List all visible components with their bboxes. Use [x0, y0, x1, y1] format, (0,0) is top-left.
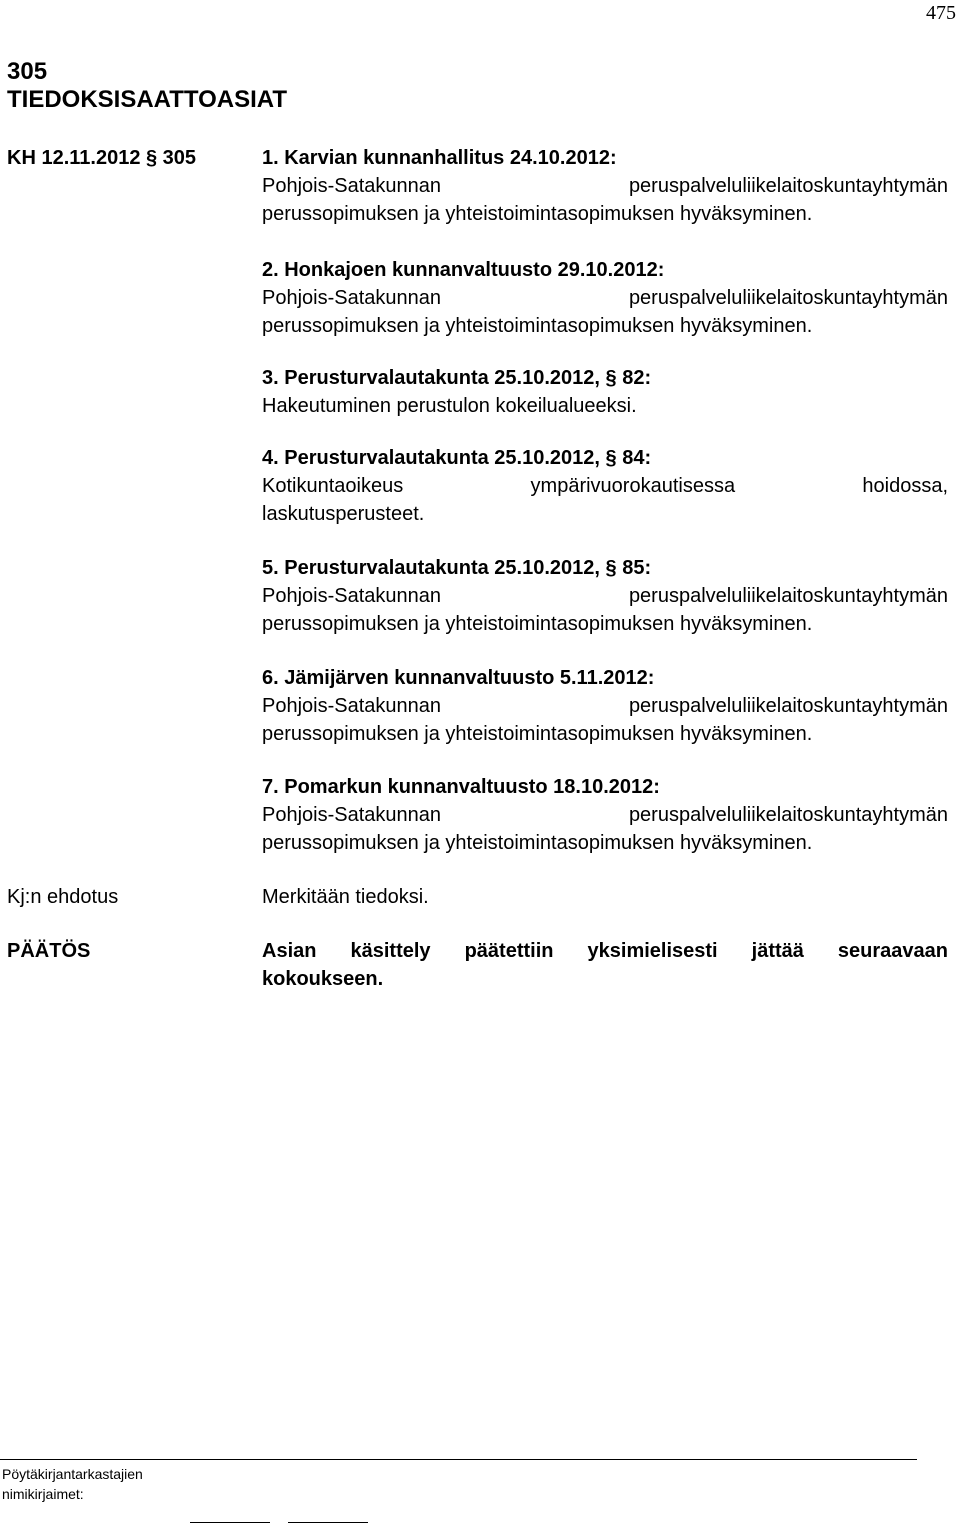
item-heading: 7. Pomarkun kunnanvaltuusto 18.10.2012:	[262, 776, 660, 798]
proposal-text: Merkitään tiedoksi.	[262, 886, 429, 908]
item-line: perussopimuksen ja yhteistoimintasopimuksen hyväksyminen.	[262, 613, 813, 635]
decision-text	[262, 937, 948, 993]
item-text: Kotikuntaoikeus	[262, 475, 404, 497]
list-item	[262, 144, 948, 228]
list-item	[262, 773, 948, 857]
item-line	[262, 582, 948, 610]
item-line: perussopimuksen ja yhteistoimintasopimuksen hyväksyminen.	[262, 723, 813, 745]
proposal-label: Kj:n ehdotus	[7, 886, 119, 908]
item-line	[262, 172, 948, 200]
item-text: peruspalveluliikelaitoskuntayhtymän	[628, 175, 948, 197]
item-line: laskutusperusteet.	[262, 503, 425, 525]
item-line: Hakeutuminen perustulon kokeilualueeksi.	[262, 395, 637, 417]
item-line: perussopimuksen ja yhteistoimintasopimuksen hyväksyminen.	[262, 832, 813, 854]
footer-label-line: nimikirjaimet:	[2, 1486, 84, 1502]
footer-divider	[0, 1459, 917, 1460]
item-heading: 5. Perusturvalautakunta 25.10.2012, § 85:	[262, 557, 652, 579]
item-text: peruspalveluliikelaitoskuntayhtymän	[628, 585, 948, 607]
item-text: Pohjois-Satakunnan	[262, 695, 442, 717]
meeting-reference: KH 12.11.2012 § 305	[7, 147, 197, 169]
item-heading: 4. Perusturvalautakunta 25.10.2012, § 84:	[262, 447, 652, 469]
item-line	[262, 472, 948, 500]
item-line	[262, 801, 948, 829]
section-heading	[7, 58, 287, 114]
item-heading: 2. Honkajoen kunnanvaltuusto 29.10.2012:	[262, 259, 665, 281]
item-text: ympärivuorokautisessa	[530, 475, 736, 497]
footer-label-line: Pöytäkirjantarkastajien	[2, 1466, 143, 1482]
list-item	[262, 664, 948, 748]
item-text: Pohjois-Satakunnan	[262, 287, 442, 309]
section-number: 305	[7, 58, 48, 85]
item-text: Pohjois-Satakunnan	[262, 585, 442, 607]
list-item	[262, 554, 948, 638]
section-title: TIEDOKSISAATTOASIAT	[7, 86, 288, 113]
item-text: Pohjois-Satakunnan	[262, 175, 442, 197]
item-text: hoidossa,	[862, 475, 949, 497]
signature-line	[288, 1522, 368, 1523]
item-text: Pohjois-Satakunnan	[262, 804, 442, 826]
item-line: perussopimuksen ja yhteistoimintasopimuksen hyväksyminen.	[262, 315, 813, 337]
item-heading: 3. Perusturvalautakunta 25.10.2012, § 82:	[262, 367, 652, 389]
list-item	[262, 444, 948, 528]
item-text: peruspalveluliikelaitoskuntayhtymän	[628, 287, 948, 309]
page-number: 475	[926, 2, 956, 24]
decision-line: Asian käsittely päätettiin yksimielisesti jättää seuraavaan	[262, 940, 948, 962]
item-heading: 1. Karvian kunnanhallitus 24.10.2012:	[262, 147, 617, 169]
item-line: perussopimuksen ja yhteistoimintasopimuksen hyväksyminen.	[262, 203, 813, 225]
list-item	[262, 364, 948, 420]
item-line	[262, 692, 948, 720]
footer-label	[2, 1464, 182, 1504]
item-text: peruspalveluliikelaitoskuntayhtymän	[628, 804, 948, 826]
item-text: peruspalveluliikelaitoskuntayhtymän	[628, 695, 948, 717]
item-line	[262, 284, 948, 312]
decision-line: kokoukseen.	[262, 968, 384, 990]
signature-line	[190, 1522, 270, 1523]
list-item	[262, 256, 948, 340]
item-heading: 6. Jämijärven kunnanvaltuusto 5.11.2012:	[262, 667, 655, 689]
decision-label: PÄÄTÖS	[7, 940, 91, 962]
